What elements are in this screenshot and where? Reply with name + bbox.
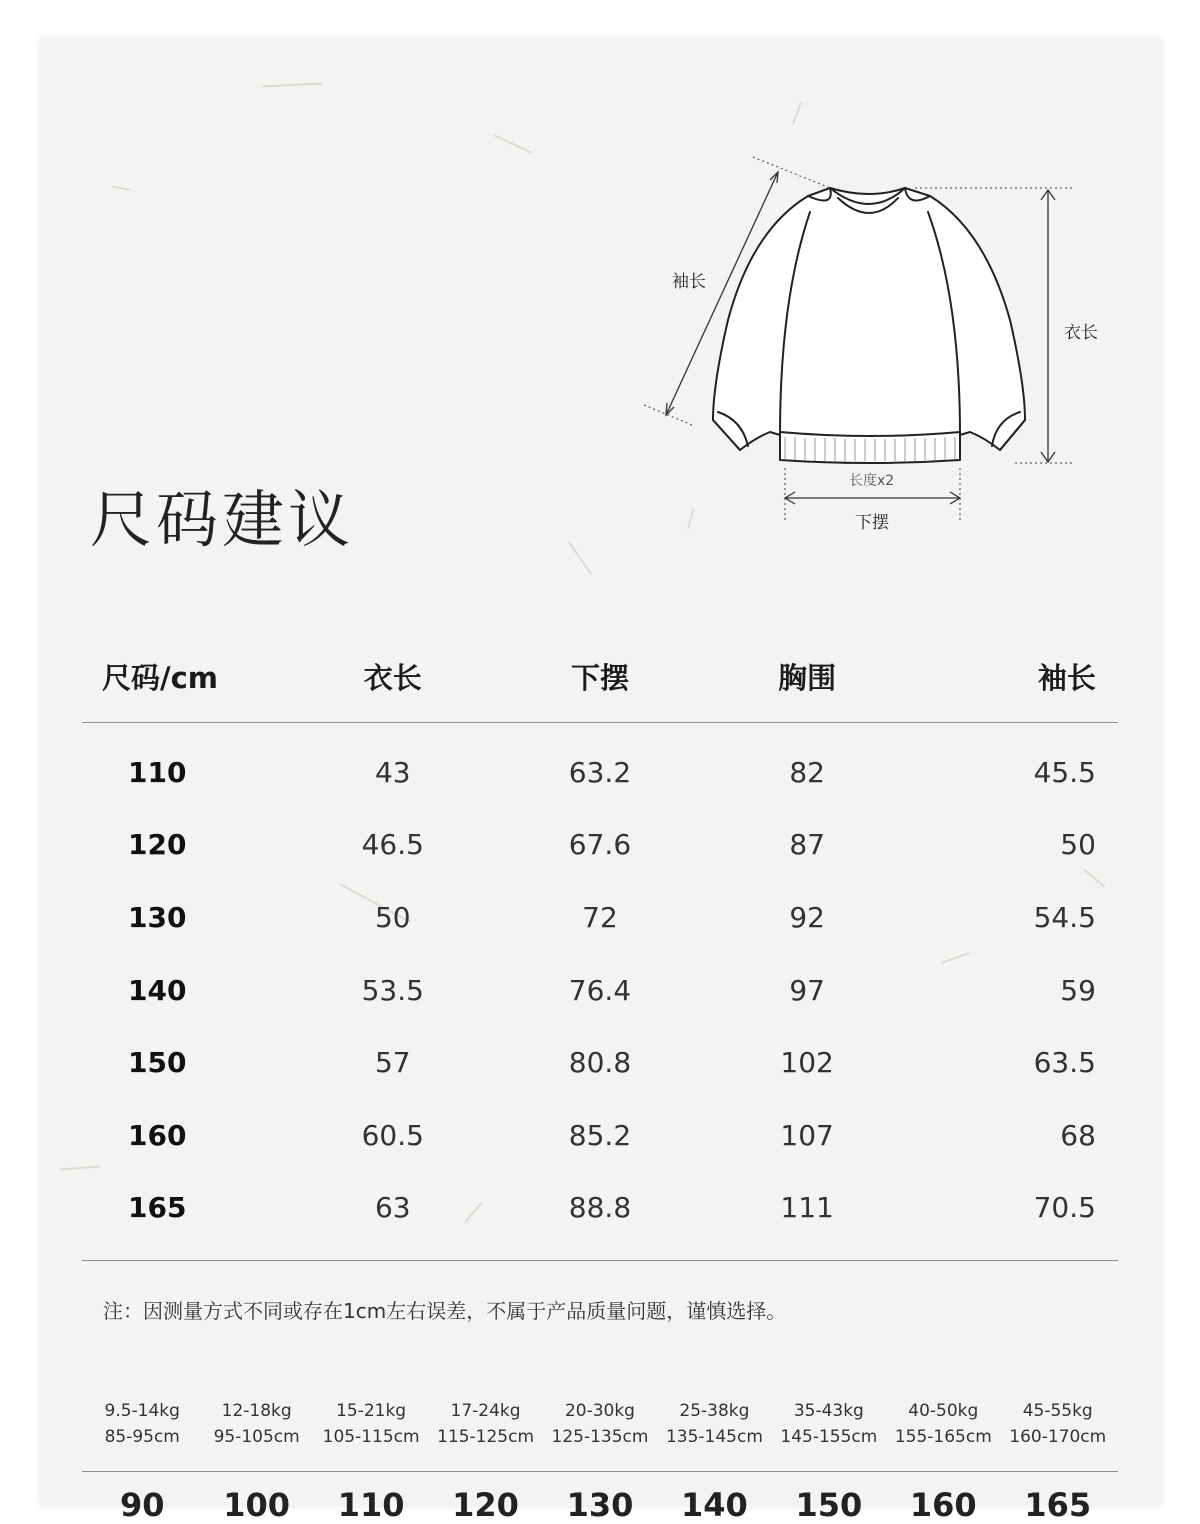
cell-sleeve: 68: [1060, 1118, 1096, 1152]
cell-chest: 87: [789, 828, 825, 862]
reference-weight: 25-38kg: [679, 1401, 750, 1421]
size-reference-row: [85, 1398, 1115, 1450]
cell-length: 63: [374, 1191, 411, 1225]
cell-sleeve: 54.5: [1033, 900, 1096, 934]
header-length: 衣长: [363, 661, 422, 695]
measurement-note: 注：因测量方式不同或存在1cm左右误差，不属于产品质量问题，谨慎选择。: [103, 1299, 787, 1323]
reference-item: [314, 1398, 428, 1450]
reference-height: 95-105cm: [213, 1427, 300, 1447]
cell-hem: 85.2: [568, 1118, 632, 1152]
cell-sleeve: 50: [1060, 828, 1096, 862]
cell-length: 60.5: [361, 1118, 424, 1152]
sweatshirt-diagram: [630, 150, 1110, 540]
cell-chest: 107: [780, 1118, 834, 1152]
reference-weight: 17-24kg: [450, 1401, 521, 1421]
cell-chest: 102: [780, 1046, 834, 1080]
cell-size: 110: [128, 755, 187, 789]
reference-weight: 40-50kg: [908, 1401, 979, 1421]
table-top-divider: [82, 722, 1118, 723]
table-row: [82, 1026, 1118, 1099]
hem-label: 下摆: [855, 513, 889, 533]
reference-item: [1001, 1398, 1115, 1450]
reference-height: 145-155cm: [780, 1427, 878, 1447]
cell-sleeve: 59: [1060, 973, 1096, 1007]
cell-hem: 80.8: [568, 1046, 632, 1080]
cell-chest: 82: [789, 755, 825, 789]
reference-height: 125-135cm: [551, 1427, 649, 1447]
size-table-header: [82, 655, 1118, 705]
cell-sleeve: 70.5: [1033, 1191, 1096, 1225]
reference-weight: 9.5-14kg: [104, 1401, 180, 1421]
table-row: [82, 1172, 1118, 1245]
cell-hem: 72: [582, 900, 618, 934]
reference-item: [886, 1398, 1000, 1450]
bottom-size-row: [85, 1486, 1115, 1524]
reference-height: 160-170cm: [1009, 1427, 1107, 1447]
header-sleeve: 袖长: [1037, 661, 1096, 695]
reference-item: [772, 1398, 886, 1450]
reference-height: 105-115cm: [322, 1427, 420, 1447]
reference-height: 135-145cm: [665, 1427, 763, 1447]
reference-weight: 35-43kg: [793, 1401, 864, 1421]
header-hem: 下摆: [570, 661, 629, 695]
cell-size: 120: [128, 828, 187, 862]
size-table-body: [82, 736, 1118, 1244]
size-number: 130: [566, 1486, 634, 1524]
header-chest: 胸围: [778, 661, 837, 695]
reference-item: [428, 1398, 542, 1450]
table-bottom-divider: [82, 1260, 1118, 1261]
body-length-label: 衣长: [1064, 323, 1098, 343]
cell-chest: 97: [789, 973, 825, 1007]
size-number: 110: [337, 1486, 405, 1524]
cell-size: 160: [128, 1118, 187, 1152]
reference-item: [199, 1398, 313, 1450]
cell-length: 57: [374, 1046, 411, 1080]
size-number: 160: [909, 1486, 977, 1524]
size-number: 140: [681, 1486, 748, 1524]
cell-size: 150: [128, 1046, 187, 1080]
size-number: 150: [795, 1486, 863, 1524]
reference-height: 115-125cm: [437, 1427, 534, 1447]
cell-length: 50: [374, 900, 411, 934]
header-size: 尺码/cm: [102, 661, 219, 695]
cell-size: 130: [128, 900, 187, 934]
cell-hem: 76.4: [568, 973, 632, 1007]
cell-chest: 111: [780, 1191, 834, 1225]
cell-hem: 88.8: [568, 1191, 632, 1225]
cell-sleeve: 63.5: [1033, 1046, 1096, 1080]
hem-note-label: 长度x2: [849, 473, 895, 489]
sleeve-length-label: 袖长: [672, 272, 706, 292]
table-row: [82, 736, 1118, 809]
reference-weight: 12-18kg: [221, 1401, 292, 1421]
cell-size: 140: [128, 973, 187, 1007]
cell-size: 165: [128, 1191, 187, 1225]
cell-chest: 92: [789, 900, 825, 934]
reference-weight: 20-30kg: [564, 1401, 635, 1421]
size-number: 120: [452, 1486, 519, 1524]
reference-item: [543, 1398, 657, 1450]
cell-length: 46.5: [361, 828, 424, 862]
table-row: [82, 954, 1118, 1027]
reference-weight: 15-21kg: [336, 1401, 407, 1421]
table-row: [82, 809, 1118, 882]
table-row: [82, 1099, 1118, 1172]
size-number: 90: [119, 1486, 165, 1524]
reference-height: 85-95cm: [104, 1427, 180, 1447]
cell-length: 53.5: [361, 973, 424, 1007]
cell-hem: 67.6: [568, 828, 632, 862]
cell-length: 43: [374, 755, 411, 789]
page-title: 尺码建议: [90, 483, 355, 556]
size-number: 165: [1024, 1486, 1092, 1524]
reference-item: [657, 1398, 771, 1450]
reference-height: 155-165cm: [894, 1427, 992, 1447]
reference-divider: [82, 1471, 1118, 1472]
cell-hem: 63.2: [568, 755, 632, 789]
table-row: [82, 881, 1118, 954]
cell-sleeve: 45.5: [1033, 755, 1096, 789]
reference-weight: 45-55kg: [1022, 1401, 1093, 1421]
size-number: 100: [223, 1486, 291, 1524]
reference-item: [85, 1398, 199, 1450]
